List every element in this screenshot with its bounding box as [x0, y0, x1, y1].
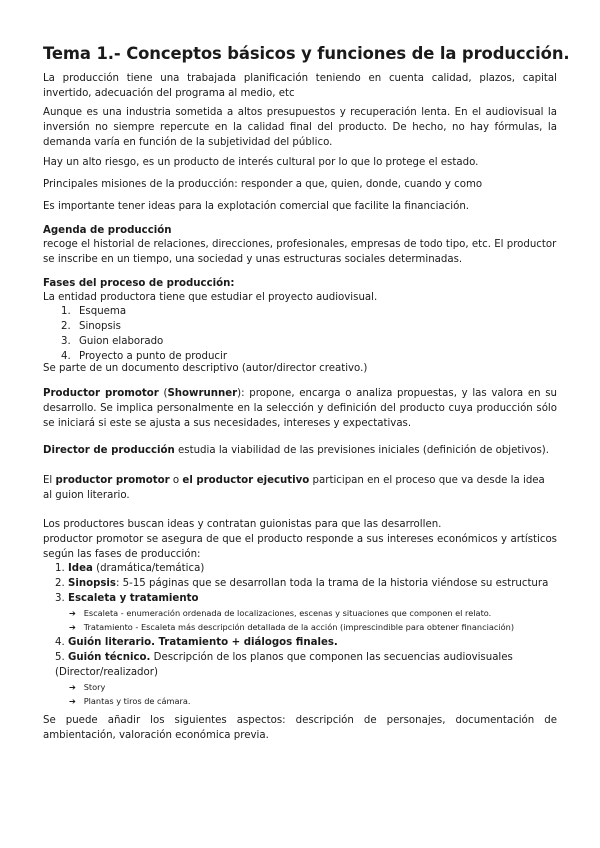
guionistas-line-1: Los productores buscan ideas y contratan guionistas para que las desarrollen.: [43, 519, 442, 530]
sub-list-item: ➔ Tratamiento - Escaleta más descripción detallada de la acción (imprescindible para obtener financiación): [69, 622, 515, 632]
agenda-heading: Agenda de producción: [43, 225, 172, 236]
fases-text: La entidad productora tiene que estudiar el proyecto audiovisual.: [43, 292, 378, 303]
fases-heading: Fases del proceso de producción:: [43, 278, 235, 289]
fases-footer: Se parte de un documento descriptivo (autor/director creativo.): [43, 363, 368, 374]
intro-paragraph-1: La producción tiene una trabajada planificación teniendo en cuenta calidad, plazos, capital invertido, adecuación del programa al medio, etc: [43, 73, 557, 99]
list-item: 4. Proyecto a punto de producir: [61, 351, 228, 362]
intro-paragraph-2: Aunque es una industria sometida a altos presupuestos y recuperación lenta. En el audiovisual la inversión no siempre repercute en la calidad final del producto. De hecho, no hay fórmulas, la demanda varía en función de la subjetividad del público.: [43, 107, 557, 148]
list-item: 2. Sinopsis: 5-15 páginas que se desarrollan toda la trama de la historia viéndose su estructura: [55, 578, 549, 589]
list-item: 3. Guion elaborado: [61, 336, 164, 347]
closing-paragraph: Se puede añadir los siguientes aspectos: descripción de personajes, documentación de ambientación, valoración económica previa.: [43, 715, 557, 741]
arrow-icon: ➔: [69, 622, 76, 632]
promotor-paragraph: Productor promotor (Showrunner): propone, encarga o analiza propuestas, y las valora en su desarrollo. Se implica personalmente en la selección y definición del producto cuya producción sólo se iniciará si este se ajusta a sus necesidades, intereses y expectativas.: [43, 388, 557, 429]
list-item: 4. Guión literario. Tratamiento + diálogos finales.: [55, 637, 338, 648]
intro-paragraph-3: Hay un alto riesgo, es un producto de interés cultural por lo que lo protege el estado.: [43, 157, 479, 168]
sub-list-item: ➔ Escaleta - enumeración ordenada de localizaciones, escenas y situaciones que componen el relato.: [69, 608, 492, 618]
list-item: 1. Esquema: [61, 306, 127, 317]
arrow-icon: ➔: [69, 682, 76, 692]
intro-paragraph-5: Es importante tener ideas para la explotación comercial que facilite la financiación.: [43, 201, 470, 212]
list-item: 3. Escaleta y tratamiento: [55, 593, 199, 604]
list-item: 5. Guión técnico. Descripción de los planos que componen las secuencias audiovisuales (Director/realizador): [55, 652, 513, 678]
guionistas-line-2: productor promotor se asegura de que el producto responde a sus intereses económicos y artísticos según las fases de producción:: [43, 534, 557, 560]
agenda-text: recoge el historial de relaciones, direcciones, profesionales, empresas de todo tipo, etc. El productor se inscribe en un tiempo, una sociedad y unas estructuras sociales determinadas.: [43, 239, 557, 265]
list-item: 2. Sinopsis: [61, 321, 121, 332]
fases-produccion-list: [43, 561, 557, 708]
sub-list-item: ➔ Story: [69, 682, 106, 692]
list-item: 1. Idea (dramática/temática): [55, 563, 205, 574]
intro-paragraph-4: Principales misiones de la producción: responder a que, quien, donde, cuando y como: [43, 179, 483, 190]
arrow-icon: ➔: [69, 608, 76, 618]
fases-list: [43, 304, 557, 364]
ejecutivo-paragraph: El productor promotor o el productor ejecutivo participan en el proceso que va desde la idea al guion literario.: [43, 475, 545, 501]
director-paragraph: Director de producción estudia la viabilidad de las previsiones iniciales (definición de objetivos).: [43, 445, 550, 456]
sub-list-item: ➔ Plantas y tiros de cámara.: [69, 696, 191, 706]
page-title: Tema 1.- Conceptos básicos y funciones de la producción.: [43, 44, 570, 63]
arrow-icon: ➔: [69, 696, 76, 706]
